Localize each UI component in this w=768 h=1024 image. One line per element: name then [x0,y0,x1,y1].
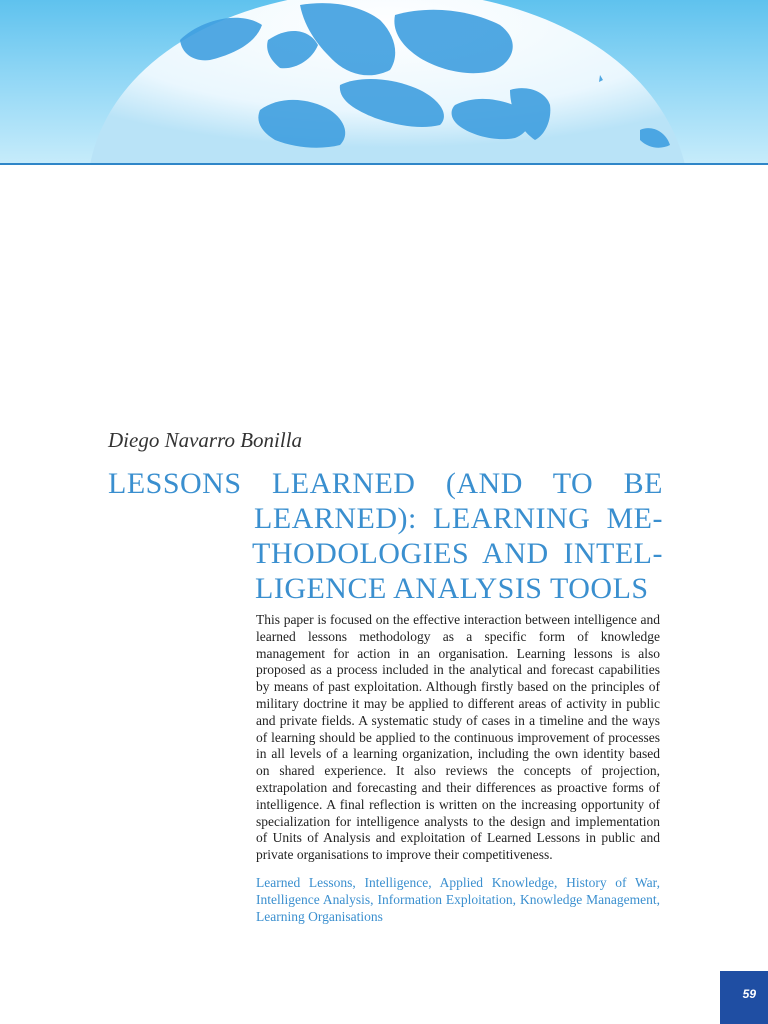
article-title [108,466,663,606]
author-name: Diego Navarro Bonilla [108,428,303,452]
page-number-box [720,971,768,1024]
globe-illustration [0,0,768,165]
title-line-3: THODOLOGIES AND INTEL- [252,537,663,570]
banner-divider-line [0,163,768,165]
title-line-4: LIGENCE ANALYSIS TOOLS [255,572,649,605]
keywords-text: Learned Lessons, Intelligence, Applied Knowledge, History of War, Intelligence Analysis, Information Exploitation, Knowledge Management, Learning Organisations [256,875,660,924]
abstract-text: This paper is focused on the effective interaction between intelligence and learned lessons methodology as a specific form of knowledge management for action in an organisation. Learning lessons is also proposed as a process included in the analytical and forecast capabilities by means of past exploitation. Although firstly based on the principles of military doctrine it may be applied to different areas of activity in public and private fields. A systematic study of cases in a timeline and the ways of learning should be applied to the continuous improvement of processes in all levels of a learning organization, including the own identity based on shared experience. It also reviews the concepts of projection, extrapolation and forecasting and their differences as proactive forms of intelligence. A final reflection is written on the increasing opportunity of specialization for intelligence analysts to the design and implementation of Units of Analysis and exploitation of Learned Lessons in public and private organisations to improve their competitiveness. [256,612,660,863]
header-banner [0,0,768,165]
title-line-2: LEARNED): LEARNING ME- [254,502,663,535]
title-line-1: LESSONS LEARNED (AND TO BE [108,467,663,500]
page-number: 59 [742,987,756,1001]
